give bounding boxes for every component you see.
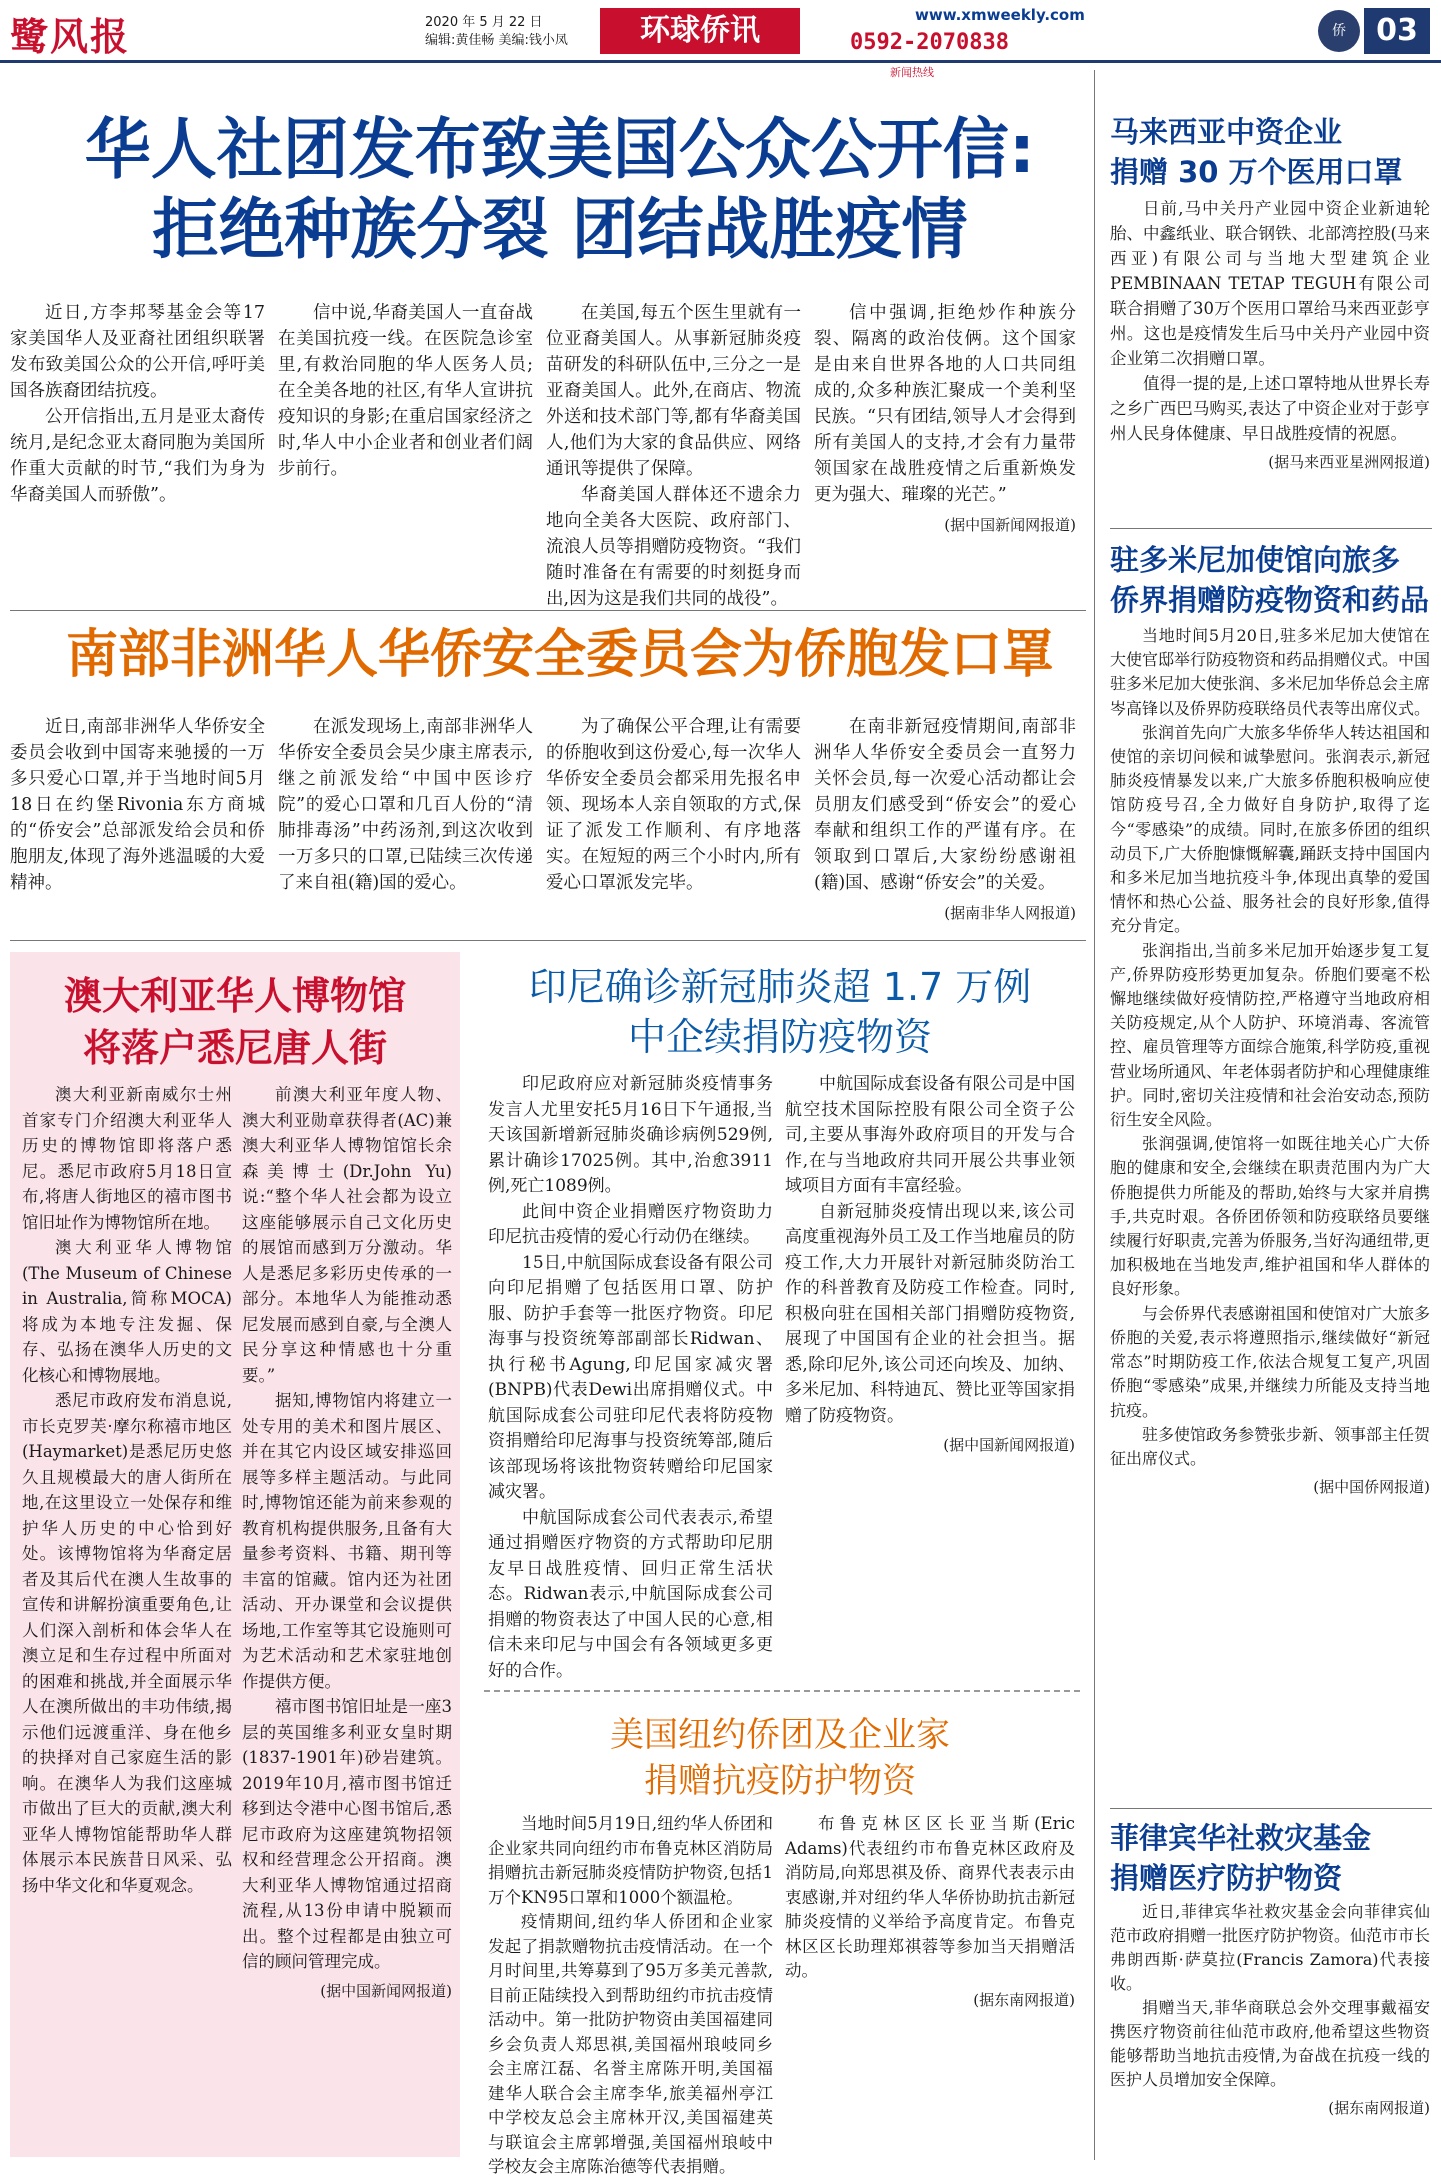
paragraph: 近日,方李邦琴基金会等17家美国华人及亚裔社团组织联署发布致美国公众的公开信,呼吁美国各族裔团结抗疫。	[10, 303, 265, 401]
source-credit: (据中国新闻网报道)	[320, 1981, 452, 2000]
paragraph: 与会侨界代表感谢祖国和使馆对广大旅多侨胞的关爱,表示将遵照指示,继续做好“新冠常态”时期防疫工作,依法合规复工复产,巩固侨胞“零感染”成果,并继续力所能及支持当地抗疫。	[1110, 1303, 1431, 1420]
editors-credit: 编辑:黄佳畅 美编:钱小凤	[425, 33, 568, 48]
philippines-headline	[1110, 1818, 1430, 1898]
australia-col-2	[242, 1082, 452, 2004]
masthead-rule	[0, 60, 1441, 63]
paragraph: 此间中资企业捐赠医疗物资助力印尼抗击疫情的爱心行动仍在继续。	[488, 1201, 773, 1247]
paragraph: 当地时间5月20日,驻多米尼加大使馆在大使官邸举行防疫物资和药品捐赠仪式。中国驻多米尼加大使张润、多米尼加华侨总会主席岑高锋以及侨界防疫联络员代表等出席仪式。	[1110, 626, 1431, 718]
paragraph: 值得一提的是,上述口罩特地从世界长寿之乡广西巴马购买,表达了中资企业对于彭亨州人民身体健康、早日战胜疫情的祝愿。	[1110, 374, 1430, 443]
dashed-divider	[484, 1690, 1080, 1692]
paragraph: 当地时间5月19日,纽约华人侨团和企业家共同向纽约市布鲁克林区消防局捐赠抗击新冠肺炎疫情防护物资,包括1万个KN95口罩和1000个额温枪。	[488, 1814, 773, 1907]
lead-headline-line2: 拒绝种族分裂 团结战胜疫情	[152, 191, 968, 268]
source-credit: (据南非华人网报道)	[944, 904, 1076, 922]
newyork-headline-line1: 美国纽约侨团及企业家	[610, 1715, 950, 1755]
newyork-headline-line2: 捐赠抗疫防护物资	[644, 1761, 916, 1801]
lead-col-4	[814, 300, 1076, 538]
paragraph: 自新冠肺炎疫情出现以来,该公司高度重视海外员工及工作当地雇员的防疫工作,大力开展针对新冠肺炎防治工作的科普教育及防疫工作检查。同时,积极向驻在国相关部门捐赠防疫物资,展现了中国国有企业的社会担当。据悉,除印尼外,该公司还向埃及、加纳、多米尼加、科特迪瓦、赞比亚等国家捐赠了防疫物资。	[785, 1201, 1075, 1426]
paragraph: 为了确保公平合理,让有需要的侨胞收到这份爱心,每一次华人华侨安全委员会都采用先报名申领、现场本人亲自领取的方式,保证了派发工作顺利、有序地落实。在短短的两三个小时内,所有爱心口罩派发完毕。	[546, 717, 801, 893]
page-number: 03	[1364, 8, 1430, 54]
malaysia-body	[1110, 196, 1430, 475]
paragraph: 日前,马中关丹产业园中资企业新迪轮胎、中鑫纸业、联合钢铁、北部湾控股(马来西亚)有限公司与当地大型建筑企业PEMBINAAN TETAP TEGUH有限公司联合捐赠了30万个医用口罩给马来西亚彭亨州。这也是疫情发生后马中关丹产业园中资企业第二次捐赠口罩。	[1110, 199, 1430, 368]
indonesia-headline	[480, 962, 1080, 1062]
indonesia-col-1	[488, 1072, 773, 1684]
australia-headline-line1: 澳大利亚华人博物馆	[63, 973, 406, 1018]
paragraph: 中航国际成套设备有限公司是中国航空技术国际控股有限公司全资子公司,主要从事海外政府项目的开发与合作,在与当地政府共同开展公共事业领域项目方面有丰富经验。	[785, 1074, 1075, 1196]
lead-col-2	[278, 300, 533, 482]
paragraph: 据知,博物馆内将建立一处专用的美术和图片展区、并在其它内设区域安排巡回展等多样主题活动。与此同时,博物馆还能为前来参观的教育机构提供服务,且备有大量参考资料、书籍、期刊等丰富的馆藏。馆内还为社团活动、开办课堂和会议提供场地,工作室等其它设施则可为艺术活动和艺术家驻地创作提供方便。	[242, 1391, 452, 1691]
paragraph: 华裔美国人群体还不遗余力地向全美各大医院、政府部门、流浪人员等捐赠防疫物资。“我们随时准备在有需要的时刻挺身而出,因为这是我们共同的战役”。	[546, 485, 801, 609]
indonesia-headline-line2: 中企续捐防疫物资	[627, 1015, 932, 1059]
paragraph: 近日,菲律宾华社救灾基金会向菲律宾仙范市政府捐赠一批医疗防护物资。仙范市市长弗朗西斯·萨莫拉(Francis Zamora)代表接收。	[1110, 1902, 1431, 1993]
paragraph: 澳大利亚新南威尔士州首家专门介绍澳大利亚华人历史的博物馆即将落户悉尼。悉尼市政府5月18日宣布,将唐人街地区的禧市图书馆旧址作为博物馆所在地。	[22, 1085, 232, 1232]
paragraph: 疫情期间,纽约华人侨团和企业家发起了捐款赠物抗击疫情活动。在一个月时间里,共筹募到了95万多美元善款,目前正陆续投入到帮助纽约市抗击疫情活动中。第一批防护物资由美国福建同乡会负责人郑思祺,美国福州琅岐同乡会主席江磊、名誉主席陈开明,美国福建华人联合会主席李华,旅美福州亭江中学校友总会主席林开汉,美国福建英与联谊会主席郭增强,美国福州琅岐中学校友会主席陈治德等代表捐赠。	[488, 1912, 773, 2176]
australia-headline	[10, 970, 460, 1074]
paragraph: 信中说,华裔美国人一直奋战在美国抗疫一线。在医院急诊室里,有救治同胞的华人医务人员;在全美各地的社区,有华人宣讲抗疫知识的身影;在重启国家经济之时,华人中小企业者和创业者们阔步前行。	[278, 303, 533, 479]
paragraph: 在南非新冠疫情期间,南部非洲华人华侨安全委员会一直努力关怀会员,每一次爱心活动都让会员朋友们感受到“侨安会”的爱心奉献和组织工作的严谨有序。在领取到口罩后,大家纷纷感谢祖(籍)国、感谢“侨安会”的关爱。	[814, 717, 1076, 893]
africa-headline: 南部非洲华人华侨安全委员会为侨胞发口罩	[65, 625, 1054, 685]
dominica-headline-line2: 侨界捐赠防疫物资和药品	[1110, 583, 1430, 617]
philippines-headline-line1: 菲律宾华社救灾基金	[1110, 1821, 1372, 1855]
divider	[1110, 528, 1432, 529]
source-credit: (据中国侨网报道)	[1313, 1478, 1430, 1497]
paragraph: 公开信指出,五月是亚太裔传统月,是纪念亚太裔同胞为美国所作重大贡献的时节,“我们为身为华裔美国人而骄傲”。	[10, 407, 265, 505]
malaysia-headline-line1: 马来西亚中资企业	[1110, 115, 1343, 149]
paragraph: 张润强调,使馆将一如既往地关心广大侨胞的健康和安全,会继续在职责范围内为广大侨胞提供力所能及的帮助,始终与大家并肩携手,共克时艰。各侨团侨领和防疫联络员要继续履行好职责,完善为侨服务,当好沟通纽带,更加积极地在当地发声,维护祖国和华人群体的良好形象。	[1110, 1134, 1430, 1299]
dominica-headline	[1110, 540, 1430, 620]
source-credit: (据中国新闻网报道)	[943, 1436, 1075, 1454]
africa-col-1	[10, 714, 265, 896]
australia-col-1	[22, 1082, 232, 1898]
indonesia-col-2	[785, 1072, 1075, 1459]
paragraph: 前澳大利亚年度人物、澳大利亚勋章获得者(AC)兼澳大利亚华人博物馆馆长余森美博士(Dr.John Yu)说:“整个华人社会都为设立这座能够展示自己文化历史的展馆而感到万分激动。华人是悉尼多彩历史传承的一部分。本地华人为能推动悉尼发展而感到自豪,与全澳人民分享这种情感也十分重要。”	[242, 1085, 452, 1385]
paragraph: 捐赠当天,菲华商联总会外交理事戴福安携医疗物资前往仙范市政府,他希望这些物资能够帮助当地抗击疫情,为奋战在抗疫一线的医护人员增加安全保障。	[1110, 1998, 1430, 2089]
column-rule	[1094, 70, 1095, 2160]
paragraph: 印尼政府应对新冠肺炎疫情事务发言人尤里安托5月16日下午通报,当天该国新增新冠肺炎确诊病例529例,累计确诊17025例。其中,治愈3911例,死亡1089例。	[488, 1074, 773, 1196]
paragraph: 张润首先向广大旅多华侨华人转达祖国和使馆的亲切问候和诚挚慰问。张润表示,新冠肺炎疫情暴发以来,广大旅多侨胞积极响应使馆防疫号召,全力做好自身防护,取得了迄今“零感染”的成绩。同时,在旅多侨团的组织动员下,广大侨胞慷慨解囊,踊跃支持中国国内和多米尼加当地抗疫斗争,体现出真挚的爱国情怀和热心公益、服务社会的良好形象,值得充分肯定。	[1110, 722, 1431, 936]
philippines-body	[1110, 1900, 1430, 2120]
paragraph: 在派发现场上,南部非洲华人华侨安全委员会吴少康主席表示,继之前派发给“中国中医诊疗院”的爱心口罩和几百人份的“清肺排毒汤”中药汤剂,到这次收到一万多只的口罩,已陆续三次传递了来自祖(籍)国的爱心。	[278, 717, 533, 893]
africa-col-3	[546, 714, 801, 896]
hotline-label: 新闻热线	[890, 66, 934, 79]
paragraph: 近日,南部非洲华人华侨安全委员会收到中国寄来驰援的一万多只爱心口罩,并于当地时间5月18日在约堡Rivonia东方商城的“侨安会”总部派发给会员和侨胞朋友,体现了海外逃温暖的大爱精神。	[10, 717, 265, 893]
source-credit: (据中国新闻网报道)	[944, 516, 1076, 534]
paragraph: 澳大利亚华人博物馆(The Museum of Chinese in Australia,简称MOCA)将成为本地专注发掘、保存、弘扬在澳华人历史的文化核心和博物展地。	[22, 1238, 232, 1385]
newyork-headline	[480, 1712, 1080, 1804]
website-link[interactable]: www.xmweekly.com	[915, 6, 1085, 24]
paragraph: 在美国,每五个医生里就有一位亚裔美国人。从事新冠肺炎疫苗研发的科研队伍中,三分之一是亚裔美国人。此外,在商店、物流外送和技术部门等,都有华裔美国人,他们为大家的食品供应、网络通讯等提供了保障。	[546, 303, 801, 479]
malaysia-headline-line2: 捐赠 30 万个医用口罩	[1110, 155, 1403, 189]
malaysia-headline	[1110, 112, 1430, 192]
africa-col-4	[814, 714, 1076, 926]
masthead-logo: 鹭风报	[10, 14, 131, 59]
newyork-col-1	[488, 1812, 773, 2180]
paragraph: 信中强调,拒绝炒作种族分裂、隔离的政治伎俩。这个国家是由来自世界各地的人口共同组成的,众多种族汇聚成一个美利坚民族。“只有团结,领导人才会得到所有美国人的支持,才会有力量带领国家在战胜疫情之后重新焕发更为强大、璀璨的光芒。”	[814, 303, 1076, 505]
dominica-headline-line1: 驻多米尼加使馆向旅多	[1110, 543, 1401, 577]
australia-headline-line2: 将落户悉尼唐人街	[82, 1025, 387, 1070]
qiao-emblem-icon: 侨	[1318, 10, 1360, 52]
paragraph: 禧市图书馆旧址是一座3层的英国维多利亚女皇时期(1837-1901年)砂岩建筑。2019年10月,禧市图书馆迁移到达令港中心图书馆后,悉尼市政府为这座建筑物招领权和经营理念公开招商。澳大利亚华人博物馆通过招商流程,从13份申请中脱颖而出。整个过程都是由独立可信的顾问管理完成。	[242, 1697, 452, 1971]
africa-col-2	[278, 714, 533, 896]
source-credit: (据东南网报道)	[1328, 2099, 1430, 2117]
dominica-body	[1110, 624, 1430, 1499]
section-title: 环球侨讯	[600, 8, 800, 54]
lead-col-3	[546, 300, 801, 612]
issue-meta	[425, 14, 568, 50]
divider	[10, 940, 1086, 941]
paragraph: 张润指出,当前多米尼加开始逐步复工复产,侨界防疫形势更加复杂。侨胞们要毫不松懈地继续做好疫情防控,严格遵守当地政府相关防疫规定,从个人防护、环境消毒、客流管控、雇员管理等方面综合施策,科学防疫,重视营业场所通风、年老体弱者防护和心理健康维护。同时,密切关注疫情和社会治安动态,预防衍生安全风险。	[1110, 940, 1431, 1130]
divider	[1110, 1808, 1432, 1809]
paragraph: 布鲁克林区区长亚当斯(Eric Adams)代表纽约市布鲁克林区政府及消防局,向郑思祺及侨、商界代表表示由衷感谢,并对纽约华人华侨协助抗击新冠肺炎疫情的义举给予高度肯定。布鲁克林区区长助理郑祺蓉等参加当天捐赠活动。	[785, 1814, 1075, 1980]
philippines-headline-line2: 捐赠医疗防护物资	[1110, 1861, 1343, 1895]
source-credit: (据马来西亚星洲网报道)	[1268, 453, 1430, 471]
newyork-col-2	[785, 1812, 1075, 2012]
issue-date: 2020 年 5 月 22 日	[425, 15, 543, 30]
source-credit: (据东南网报道)	[973, 1990, 1075, 2009]
paragraph: 悉尼市政府发布消息说,市长克罗芙·摩尔称禧市地区(Haymarket)是悉尼历史悠久且规模最大的唐人街所在地,在这里设立一处保存和维护华人历史的中心恰到好处。该博物馆将为华裔定居者及其后代在澳人生故事的宣传和讲解扮演重要角色,让人们深入剖析和体会华人在澳立足和生存过程中所面对的困难和挑战,并全面展示华人在澳所做出的丰功伟绩,揭示他们远渡重洋、身在他乡的抉择对自己家庭生活的影响。在澳华人为我们这座城市做出了巨大的贡献,澳大利亚华人博物馆能帮助华人群体展示本民族昔日风采、弘扬中华文化和华夏观念。	[22, 1391, 232, 1895]
lead-col-1	[10, 300, 265, 508]
indonesia-headline-line1: 印尼确诊新冠肺炎超 1.7 万例	[528, 965, 1032, 1009]
paragraph: 中航国际成套公司代表表示,希望通过捐赠医疗物资的方式帮助印尼朋友早日战胜疫情、回归正常生活状态。Ridwan表示,中航国际成套公司捐赠的物资表达了中国人民的心意,相信未来印尼与中国会有各领域更多更好的合作。	[488, 1507, 773, 1681]
divider	[10, 610, 1086, 611]
lead-headline-line1: 华人社团发布致美国公众公开信:	[84, 111, 1036, 188]
hotline-phone: 0592-2070838	[850, 30, 1009, 55]
paragraph: 15日,中航国际成套设备有限公司向印尼捐赠了包括医用口罩、防护服、防护手套等一批医疗物资。印尼海事与投资统筹部副部长Ridwan、执行秘书Agung,印尼国家减灾署(BNPB)代表Dewi出席捐赠仪式。中航国际成套公司驻印尼代表将防疫物资捐赠给印尼海事与投资统筹部,随后该部现场将该批物资转赠给印尼国家减灾署。	[488, 1252, 773, 1502]
paragraph: 驻多使馆政务参赞张步新、领事部主任贺征出席仪式。	[1110, 1424, 1431, 1468]
